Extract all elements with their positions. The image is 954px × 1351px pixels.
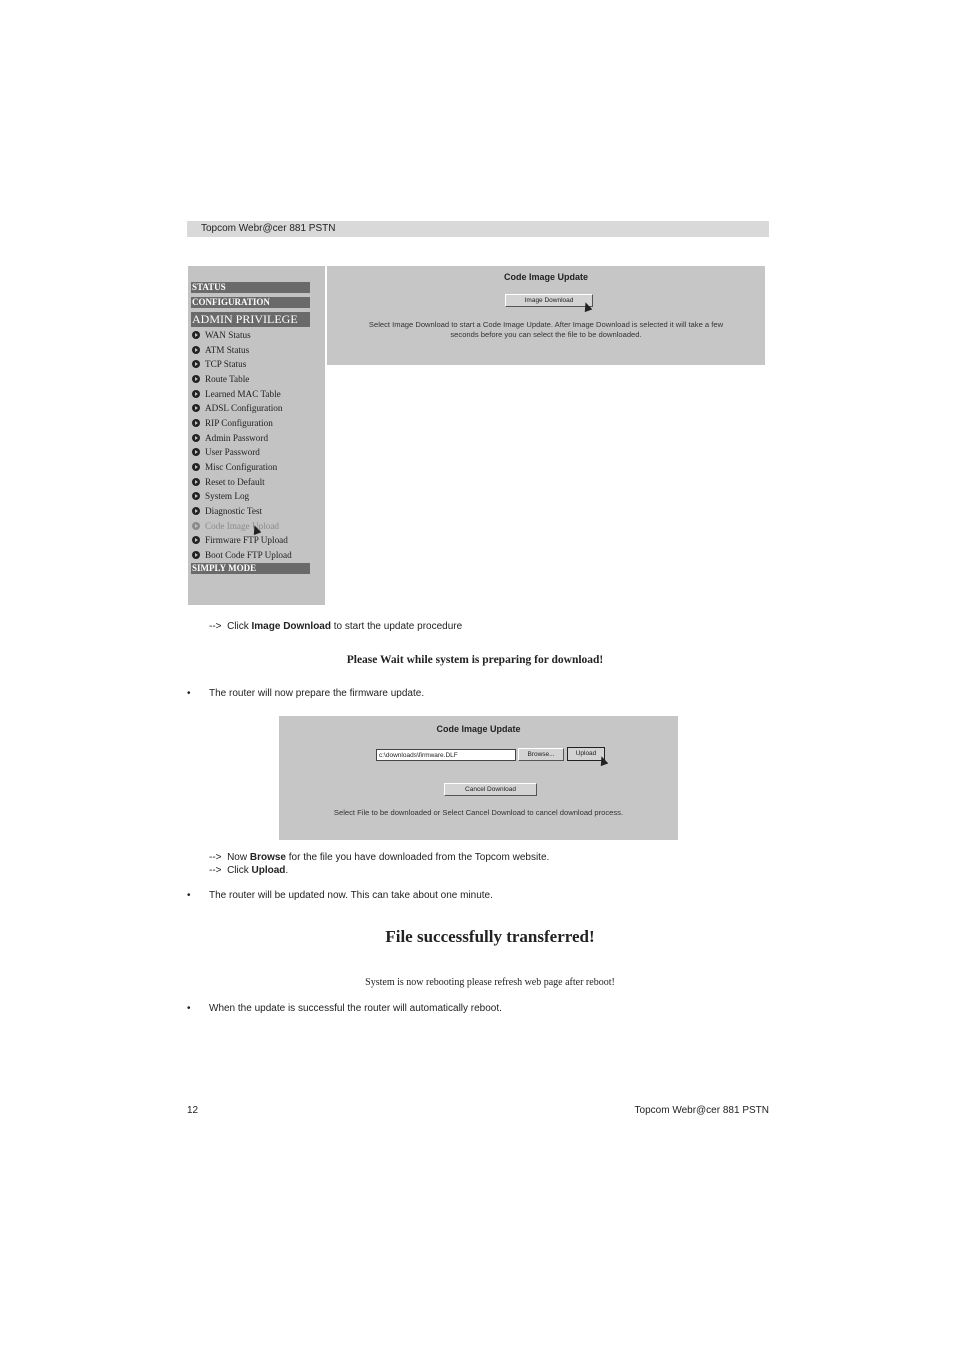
code-image-update-screenshot: [188, 266, 765, 605]
panel-title: Code Image Update: [503, 272, 588, 282]
wait-message: Please Wait while system is preparing for download!: [346, 654, 604, 666]
browse-button[interactable]: Browse...: [518, 748, 564, 761]
panel-instructions: Select File to be downloaded or Select Cancel Download to cancel download process.: [333, 808, 624, 817]
cancel-download-button[interactable]: Cancel Download: [444, 783, 537, 796]
sidebar-item-adsl-configuration[interactable]: ADSL Configuration: [192, 402, 283, 414]
step-upload: --> Click Upload.: [209, 865, 289, 876]
sidebar-section-simply-mode[interactable]: SIMPLY MODE: [191, 563, 310, 574]
sidebar-item-tcp-status[interactable]: TCP Status: [192, 358, 246, 370]
arrow-bullet-icon: [192, 404, 200, 412]
arrow-bullet-icon: [192, 419, 200, 427]
sidebar-item-code-image-upload[interactable]: Code Image Upload: [192, 520, 279, 532]
sidebar-item-route-table[interactable]: Route Table: [192, 373, 249, 385]
bullet-prepare: • The router will now prepare the firmware update.: [187, 688, 425, 699]
file-path-input[interactable]: c:\downloads\firmware.DLF: [376, 749, 516, 761]
mouse-cursor-icon: [598, 755, 609, 766]
sidebar-section-configuration[interactable]: CONFIGURATION: [191, 297, 310, 308]
sidebar-item-reset-to-default[interactable]: Reset to Default: [192, 476, 265, 488]
success-title: File successfully transferred!: [385, 927, 595, 946]
bullet-icon: •: [187, 1003, 191, 1014]
router-sidebar: [188, 266, 325, 605]
arrow-bullet-icon: [192, 346, 200, 354]
sidebar-section-status[interactable]: STATUS: [191, 282, 310, 293]
sidebar-item-diagnostic-test[interactable]: Diagnostic Test: [192, 505, 262, 517]
panel-title: Code Image Update: [436, 724, 521, 734]
sidebar-item-user-password[interactable]: User Password: [192, 446, 260, 458]
sidebar-item-admin-password[interactable]: Admin Password: [192, 432, 268, 444]
arrow-bullet-icon: [192, 507, 200, 515]
arrow-bullet-icon: [192, 360, 200, 368]
arrow-bullet-icon: [192, 478, 200, 486]
code-image-update-browse-screenshot: [279, 716, 678, 840]
arrow-bullet-icon: [192, 448, 200, 456]
bullet-icon: •: [187, 688, 191, 699]
sidebar-item-rip-configuration[interactable]: RIP Configuration: [192, 417, 273, 429]
step-browse: --> Now Browse for the file you have downloaded from the Topcom website.: [209, 852, 550, 863]
sidebar-item-firmware-ftp-upload[interactable]: Firmware FTP Upload: [192, 534, 288, 546]
arrow-bullet-icon: [192, 375, 200, 383]
code-image-update-panel: [327, 266, 765, 365]
bullet-updating: • The router will be updated now. This can take about one minute.: [187, 890, 493, 901]
bullet-reboot: • When the update is successful the router will automatically reboot.: [187, 1003, 502, 1014]
arrow-bullet-icon: [192, 522, 200, 530]
page-header: [187, 221, 769, 237]
arrow-bullet-icon: [192, 536, 200, 544]
arrow-bullet-icon: [192, 434, 200, 442]
header-title: Topcom Webr@cer 881 PSTN: [201, 223, 336, 234]
page-number: 12: [187, 1105, 199, 1116]
arrow-bullet-icon: [192, 331, 200, 339]
upload-button[interactable]: Upload: [567, 747, 605, 761]
sidebar-item-system-log[interactable]: System Log: [192, 490, 249, 502]
sidebar-item-misc-configuration[interactable]: Misc Configuration: [192, 461, 277, 473]
footer-product: Topcom Webr@cer 881 PSTN: [634, 1105, 769, 1116]
arrow-bullet-icon: [192, 551, 200, 559]
arrow-bullet-icon: [192, 463, 200, 471]
image-download-button[interactable]: Image Download: [505, 294, 593, 307]
sidebar-item-atm-status[interactable]: ATM Status: [192, 344, 249, 356]
sidebar-item-learned-mac-table[interactable]: Learned MAC Table: [192, 388, 281, 400]
bullet-icon: •: [187, 890, 191, 901]
arrow-bullet-icon: [192, 390, 200, 398]
arrow-bullet-icon: [192, 492, 200, 500]
success-subtitle: System is now rebooting please refresh web page after reboot!: [365, 977, 615, 988]
sidebar-item-wan-status[interactable]: WAN Status: [192, 329, 251, 341]
sidebar-section-admin-privilege[interactable]: ADMIN PRIVILEGE: [191, 312, 310, 327]
panel-instructions: Select Image Download to start a Code Image Update. After Image Download is selected it will take a few seconds before you can select the file to be downloaded.: [368, 320, 724, 339]
step-click-image-download: --> Click Image Download to start the update procedure: [209, 621, 463, 632]
sidebar-item-boot-code-ftp-upload[interactable]: Boot Code FTP Upload: [192, 549, 292, 561]
